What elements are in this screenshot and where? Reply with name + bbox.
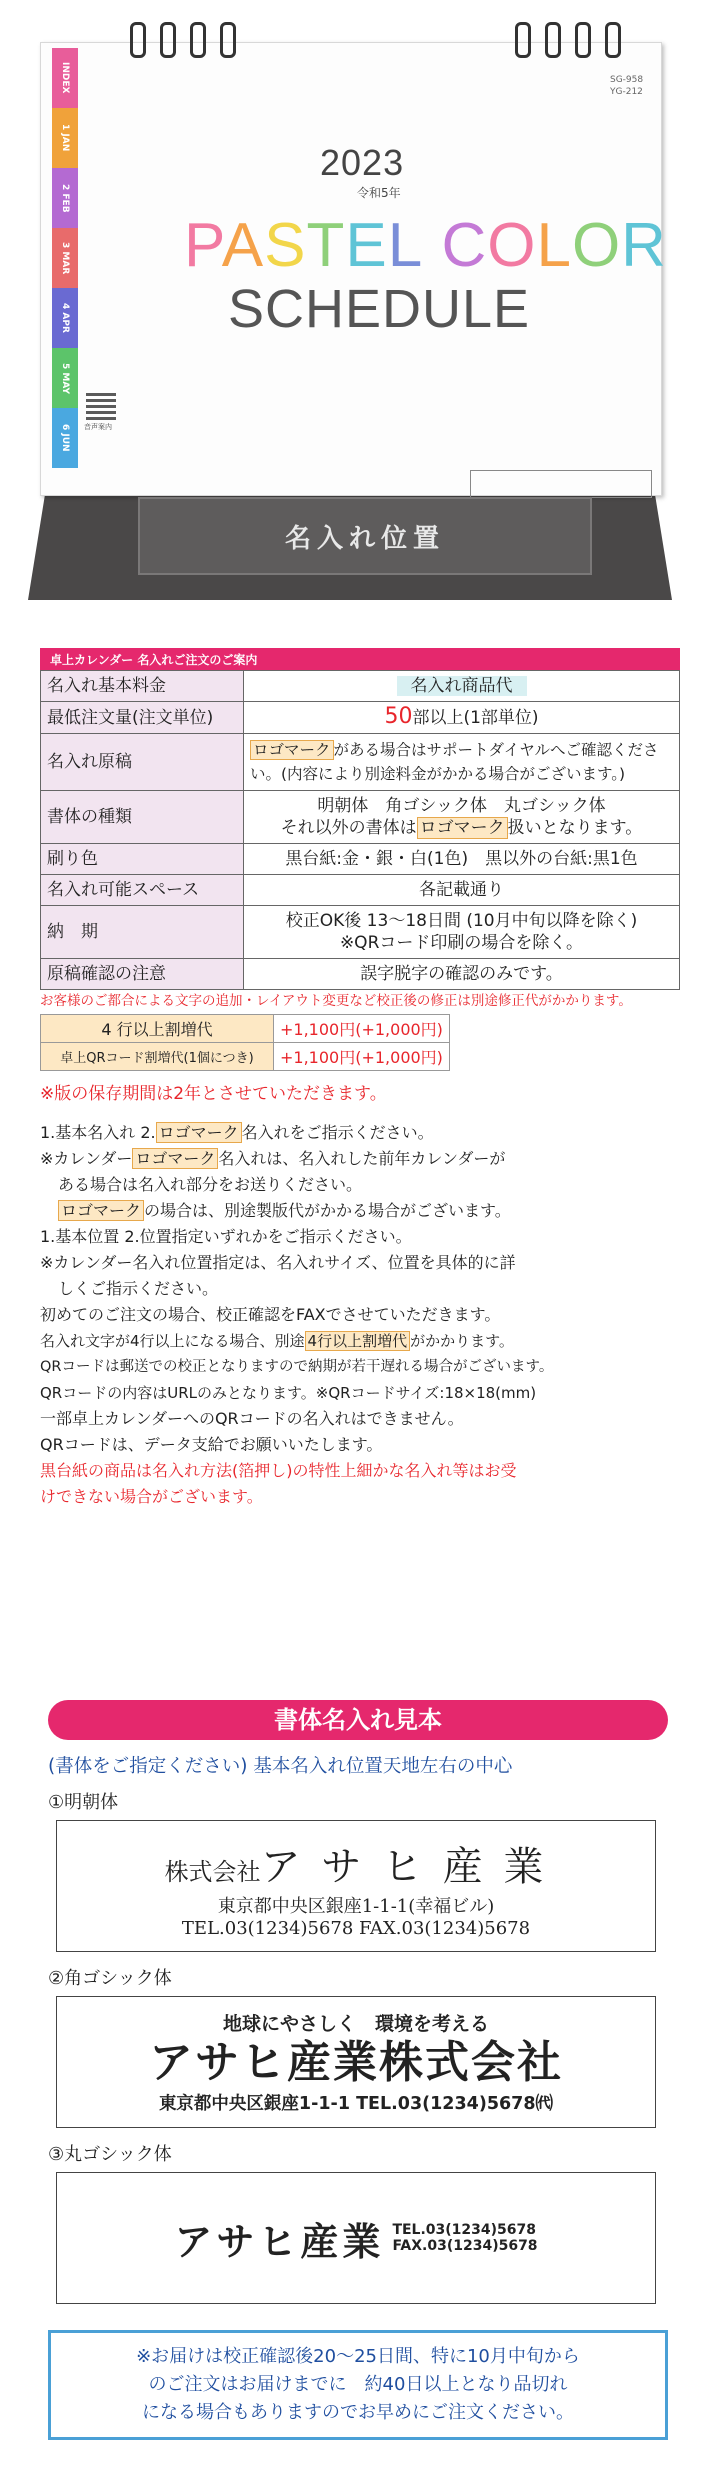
delivery-notice bbox=[48, 2330, 668, 2440]
month-tab: 1 JAN bbox=[52, 108, 78, 168]
company-name: アサヒ産業 bbox=[174, 2219, 385, 2264]
binding-ring-icon bbox=[515, 22, 531, 58]
text: ※カレンダー bbox=[40, 1149, 133, 1168]
title-letter: E bbox=[345, 211, 388, 280]
title-letter: T bbox=[306, 211, 346, 280]
table-row bbox=[41, 702, 680, 734]
sample-mincho bbox=[56, 1820, 656, 1952]
text: 1.基本名入れ 2. bbox=[40, 1123, 156, 1142]
notice-line: ※お届けは校正確認後20〜25日間、特に10月中旬から bbox=[136, 2346, 580, 2367]
month-tabs bbox=[52, 48, 78, 468]
title-letter: L bbox=[536, 211, 572, 280]
row-value bbox=[244, 791, 680, 844]
sample-address: 東京都中央区銀座1-1-1(幸福ビル) bbox=[217, 1896, 495, 1917]
logo-mark-tag: ロゴマーク bbox=[250, 740, 334, 760]
title-letter: C bbox=[441, 211, 488, 280]
product-code: SG-958 bbox=[610, 75, 644, 85]
cover-notice-box bbox=[470, 470, 652, 498]
logo-mark-tag: ロゴマーク bbox=[58, 1200, 144, 1221]
row-label: 書体の種類 bbox=[41, 791, 244, 844]
table-row bbox=[41, 734, 680, 791]
notice-line: になる場合もありますのでお早めにご注文ください。 bbox=[142, 2402, 574, 2423]
table-row bbox=[41, 1043, 450, 1071]
discount-price bbox=[274, 1043, 450, 1071]
sample-fax: FAX.03(1234)5678 bbox=[392, 2238, 538, 2254]
row-label: 刷り色 bbox=[41, 844, 244, 875]
product-code: YG-212 bbox=[610, 87, 643, 97]
text: 名入れ文字が4行以上になる場合、別途 bbox=[40, 1332, 305, 1350]
lead-time-note: ※QRコード印刷の場合を除く。 bbox=[339, 933, 584, 953]
font-sample-section bbox=[48, 1700, 668, 2440]
table-row bbox=[41, 671, 680, 702]
company-prefix: 株式会社 bbox=[164, 1858, 261, 1886]
month-tab: 6 JUN bbox=[52, 408, 78, 468]
table-row bbox=[41, 791, 680, 844]
instruction-line: ※カレンダー名入れ位置指定は、名入れサイズ、位置を具体的に詳 bbox=[40, 1253, 516, 1272]
row-label: 名入れ原稿 bbox=[41, 734, 244, 791]
text: 名入れをご指示ください。 bbox=[241, 1123, 434, 1142]
sample-banner: 書体名入れ見本 bbox=[48, 1700, 668, 1740]
title-letter bbox=[423, 211, 441, 280]
row-label: 最低注文量(注文単位) bbox=[41, 702, 244, 734]
min-qty: 50 bbox=[384, 704, 413, 729]
instruction-line bbox=[40, 1198, 680, 1224]
sample-instruction: (書体をご指定ください) 基本名入れ位置天地左右の中心 bbox=[48, 1756, 513, 1777]
spec-table bbox=[40, 670, 680, 990]
sample-title: ①明朝体 bbox=[48, 1792, 119, 1813]
instruction-line: QRコードの内容はURLのみとなります。※QRコードサイズ:18×18(mm) bbox=[40, 1384, 537, 1402]
sample-title: ③丸ゴシック体 bbox=[48, 2144, 172, 2165]
discount-label: 4 行以上割増代 bbox=[41, 1015, 274, 1043]
instruction-line: 1.基本位置 2.位置指定いずれかをご指示ください。 bbox=[40, 1227, 412, 1246]
title-letter: A bbox=[221, 211, 265, 280]
cover-title bbox=[184, 210, 667, 281]
month-tab: 3 MAR bbox=[52, 228, 78, 288]
instruction-line: 一部卓上カレンダーへのQRコードの名入れはできません。 bbox=[40, 1409, 464, 1428]
sample-kaku-gothic bbox=[56, 1996, 656, 2128]
discount-table bbox=[40, 1014, 450, 1071]
logo-mark-tag: ロゴマーク bbox=[417, 817, 508, 839]
table-row bbox=[41, 959, 680, 990]
title-letter: P bbox=[184, 211, 222, 280]
cover-reiwa: 令和5年 bbox=[357, 186, 401, 200]
company-name: ア サ ヒ 産 業 bbox=[260, 1844, 548, 1890]
binding-ring-icon bbox=[160, 22, 176, 58]
row-value bbox=[244, 671, 680, 702]
font-note-pre: それ以外の書体は bbox=[280, 818, 417, 838]
binding-ring-icon bbox=[130, 22, 146, 58]
cover-subtitle: SCHEDULE bbox=[228, 279, 531, 339]
instruction-line: 黒台紙の商品は名入れ方法(箔押し)の特性上細かな名入れ等はお受 bbox=[40, 1461, 517, 1480]
font-types: 明朝体 角ゴシック体 丸ゴシック体 bbox=[317, 796, 606, 816]
row-value bbox=[244, 906, 680, 959]
month-tab: INDEX bbox=[52, 48, 78, 108]
sample-maru-gothic bbox=[56, 2172, 656, 2304]
binding-ring-icon bbox=[545, 22, 561, 58]
order-header: 卓上カレンダー 名入れご注文のご案内 bbox=[40, 648, 680, 670]
text: がかかります。 bbox=[410, 1332, 514, 1350]
sample-title: ②角ゴシック体 bbox=[48, 1968, 172, 1989]
revision-note: お客様のご都合による文字の追加・レイアウト変更など校正後の修正は別途修正代がかかります。 bbox=[40, 993, 632, 1009]
nameplate-position: 名入れ位置 bbox=[138, 497, 592, 575]
title-letter: L bbox=[387, 211, 424, 280]
logo-mark-tag: ロゴマーク bbox=[132, 1148, 218, 1169]
surcharge-tag: 4行以上割増代 bbox=[305, 1331, 411, 1351]
month-tab: 2 FEB bbox=[52, 168, 78, 228]
font-note bbox=[250, 817, 673, 839]
instruction-line: けできない場合がございます。 bbox=[40, 1487, 263, 1506]
title-letter: O bbox=[571, 211, 622, 280]
product-photo bbox=[0, 0, 720, 610]
instruction-line: QRコードは、データ支給でお願いいたします。 bbox=[40, 1435, 383, 1454]
table-row bbox=[41, 844, 680, 875]
base-fee-value: 名入れ商品代 bbox=[397, 676, 527, 696]
binding-ring-icon bbox=[220, 22, 236, 58]
row-label: 原稿確認の注意 bbox=[41, 959, 244, 990]
instruction-line: QRコードは郵送での校正となりますので納期が若干遅れる場合がございます。 bbox=[40, 1359, 554, 1375]
row-value: 誤字脱字の確認のみです。 bbox=[244, 959, 680, 990]
row-value bbox=[244, 734, 680, 791]
notice-line: のご注文はお届けまでに 約40日以上となり品切れ bbox=[148, 2374, 568, 2395]
instruction-line bbox=[40, 1328, 680, 1354]
row-label: 名入れ基本料金 bbox=[41, 671, 244, 702]
title-letter: O bbox=[487, 211, 537, 280]
row-label: 名入れ可能スペース bbox=[41, 875, 244, 906]
sample-tel: TEL.03(1234)5678 bbox=[392, 2222, 536, 2238]
row-label: 納 期 bbox=[41, 906, 244, 959]
company-name: アサヒ産業株式会社 bbox=[149, 2037, 563, 2088]
qr-label: 音声案内 bbox=[84, 423, 112, 431]
sample-company-line bbox=[57, 1835, 655, 1892]
min-qty-unit: 部以上(1部単位) bbox=[412, 708, 539, 728]
row-value bbox=[244, 702, 680, 734]
font-note-post: 扱いとなります。 bbox=[507, 818, 643, 838]
qr-code-icon bbox=[86, 390, 116, 420]
sample-address: 東京都中央区銀座1-1-1 TEL.03(1234)5678㈹ bbox=[158, 2094, 554, 2114]
sample-contact bbox=[392, 2222, 537, 2254]
title-letter: S bbox=[264, 211, 307, 280]
instruction-line bbox=[40, 1120, 680, 1146]
row-value: 黒台紙:金・銀・白(1色) 黒以外の台紙:黒1色 bbox=[244, 844, 680, 875]
instructions bbox=[40, 1120, 680, 1510]
title-letter: R bbox=[621, 211, 667, 280]
plate-keep-note: ※版の保存期間は2年とさせていただきます。 bbox=[40, 1084, 387, 1104]
product-codes bbox=[610, 74, 643, 98]
sample-tel: TEL.03(1234)5678 FAX.03(1234)5678 bbox=[181, 1918, 531, 1939]
manuscript-text: がある場合はサポートダイヤルへご確認ください。(内容により別途料金がかかる場合がございます。) bbox=[250, 741, 659, 783]
instruction-line: ある場合は名入れ部分をお送りください。 bbox=[58, 1175, 363, 1194]
price-ex-tax: (+1,000円) bbox=[355, 1048, 443, 1067]
row-value: 各記載通り bbox=[244, 875, 680, 906]
text: 名入れは、名入れした前年カレンダーが bbox=[218, 1149, 506, 1168]
cover-year: 2023 bbox=[320, 142, 405, 183]
binding-ring-icon bbox=[575, 22, 591, 58]
month-tab: 4 APR bbox=[52, 288, 78, 348]
table-row bbox=[41, 906, 680, 959]
table-row bbox=[41, 875, 680, 906]
price-ex-tax: (+1,000円) bbox=[355, 1020, 443, 1039]
lead-time: 校正OK後 13〜18日間 (10月中旬以降を除く) bbox=[285, 911, 638, 931]
binding-ring-icon bbox=[605, 22, 621, 58]
instruction-line bbox=[40, 1146, 680, 1172]
price: +1,100円 bbox=[280, 1020, 356, 1039]
order-info-section bbox=[40, 648, 680, 1510]
logo-mark-tag: ロゴマーク bbox=[156, 1122, 242, 1143]
discount-price bbox=[274, 1015, 450, 1043]
text: の場合は、別途製版代がかかる場合がございます。 bbox=[144, 1201, 511, 1220]
price: +1,100円 bbox=[280, 1048, 356, 1067]
instruction-line: しくご指示ください。 bbox=[58, 1279, 219, 1298]
instruction-line: 初めてのご注文の場合、校正確認をFAXでさせていただきます。 bbox=[40, 1305, 501, 1324]
sample-slogan: 地球にやさしく 環境を考える bbox=[222, 2013, 489, 2035]
discount-label: 卓上QRコード割増代(1個につき) bbox=[41, 1043, 274, 1071]
binding-ring-icon bbox=[190, 22, 206, 58]
table-row bbox=[41, 1015, 450, 1043]
month-tab: 5 MAY bbox=[52, 348, 78, 408]
